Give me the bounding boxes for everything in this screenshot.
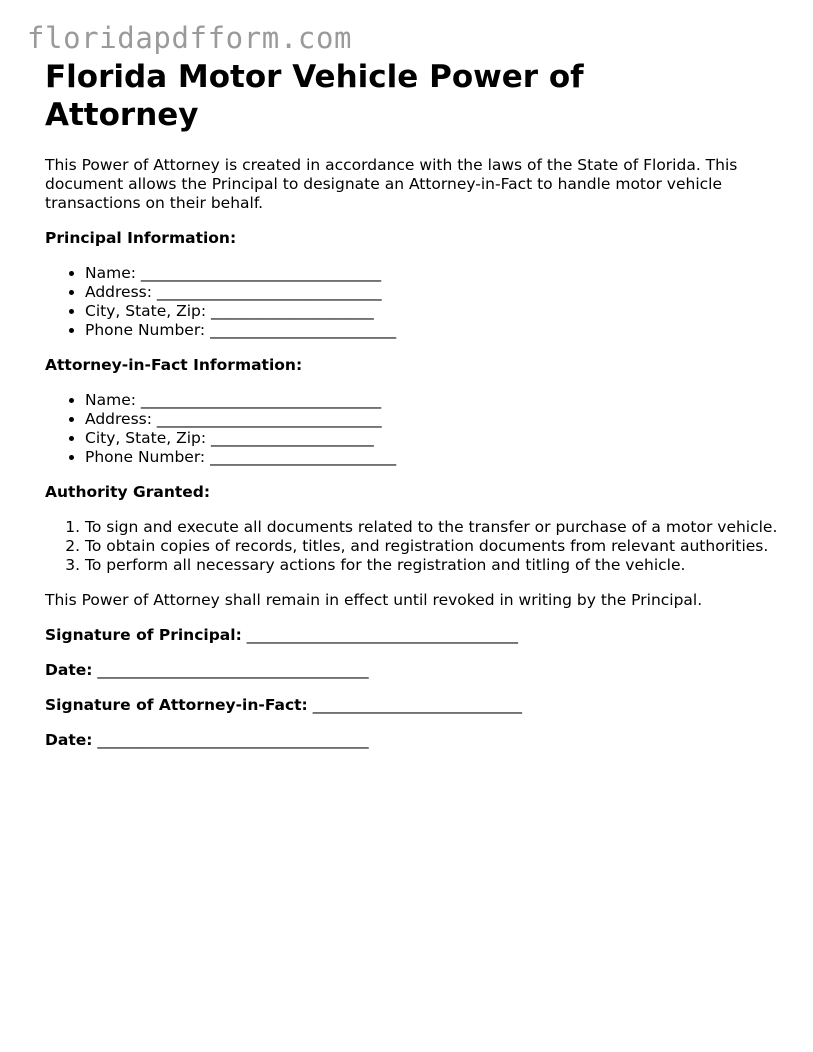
authority-heading: Authority Granted:	[45, 483, 211, 501]
attorney-phone-field: • Phone Number: ________________________	[85, 448, 785, 467]
authority-item: 1. To sign and execute all documents related to the transfer or purchase of a motor vehicle.	[85, 518, 785, 537]
date-label: Date:	[45, 731, 93, 749]
attorney-fields-list	[45, 391, 785, 467]
attorney-address-field: • Address: _____________________________	[85, 410, 785, 429]
signature-label: Signature of Attorney-in-Fact:	[45, 696, 308, 714]
principal-address-field: • Address: _____________________________	[85, 283, 785, 302]
authority-item: 2. To obtain copies of records, titles, and registration documents from relevant authorities.	[85, 537, 785, 556]
date-blank: ___________________________________	[97, 661, 369, 679]
attorney-signature-line	[45, 696, 785, 715]
authority-item: 3. To perform all necessary actions for the registration and titling of the vehicle.	[85, 556, 785, 575]
principal-heading: Principal Information:	[45, 229, 237, 247]
intro-paragraph: This Power of Attorney is created in accordance with the laws of the State of Florida. This document allows the Principal to designate an Attorney-in-Fact to handle motor vehicle transactions on their behalf.	[45, 156, 738, 212]
principal-phone-field: • Phone Number: ________________________	[85, 321, 785, 340]
attorney-date-line	[45, 731, 785, 750]
date-label: Date:	[45, 661, 93, 679]
document-body	[45, 58, 785, 750]
signature-blank: ___________________________________	[246, 626, 518, 644]
date-blank: ___________________________________	[97, 731, 369, 749]
attorney-name-field: • Name: _______________________________	[85, 391, 785, 410]
signature-label: Signature of Principal:	[45, 626, 242, 644]
authority-list	[45, 518, 785, 575]
attorney-city-field: • City, State, Zip: _____________________	[85, 429, 785, 448]
principal-fields-list	[45, 264, 785, 340]
principal-city-field: • City, State, Zip: _____________________	[85, 302, 785, 321]
attorney-heading: Attorney-in-Fact Information:	[45, 356, 303, 374]
principal-name-field: • Name: _______________________________	[85, 264, 785, 283]
principal-date-line	[45, 661, 785, 680]
page-title: Florida Motor Vehicle Power of Attorney	[45, 59, 584, 133]
principal-signature-line	[45, 626, 785, 645]
watermark: floridapdfform.com	[27, 21, 353, 55]
signature-blank: ___________________________	[312, 696, 522, 714]
closing-paragraph: This Power of Attorney shall remain in effect until revoked in writing by the Principal.	[45, 591, 703, 609]
